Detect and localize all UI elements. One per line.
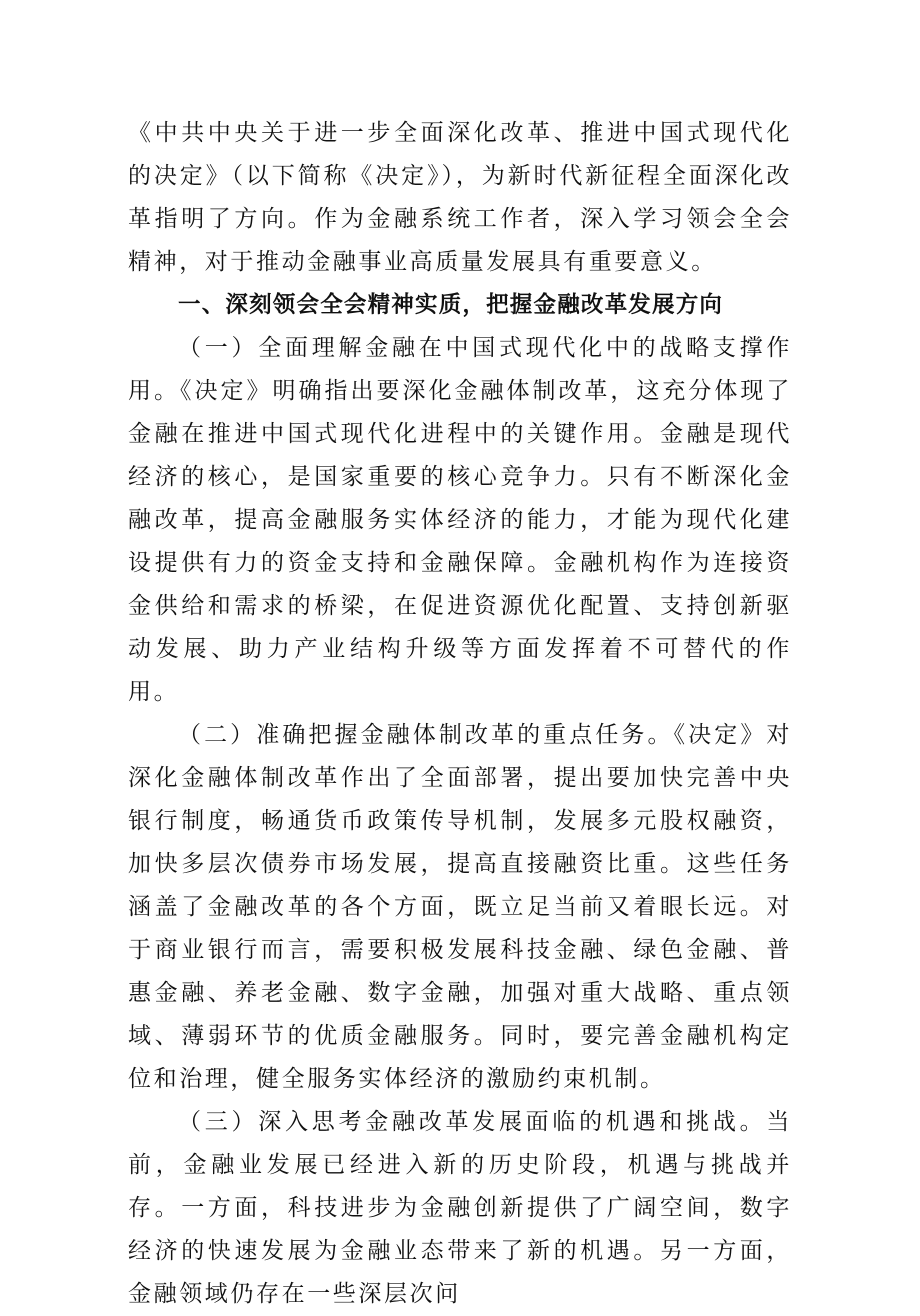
paragraph-3-body: 当前，金融业发展已经进入新的历史阶段，机遇与挑战并存。一方面，科技进步为金融创新提供了广阔空间，数字经济的快速发展为金融业态带来了新的机遇。另一方面，金融领域仍存在一些深层次问: [128, 1109, 792, 1307]
paragraph-2-lead: （二）准确把握金融体制改革的重点任务。: [178, 722, 674, 748]
paragraph-1-body: 《决定》明确指出要深化金融体制改革，这充分体现了金融在推进中国式现代化进程中的关键作用。金融是现代经济的核心，是国家重要的核心竞争力。只有不断深化金融改革，提高金融服务实体经济的能力，才能为现代化建设提供有力的资金支持和金融保障。金融机构作为连接资金供给和需求的桥梁，在促进资源优化配置、支持创新驱动发展、助力产业结构升级等方面发挥着不可替代的作用。: [128, 378, 792, 705]
document-body: [128, 112, 792, 1316]
paragraph-3: [128, 1101, 792, 1316]
paragraph-2-body: 《决定》对深化金融体制改革作出了全面部署，提出要加快完善中央银行制度，畅通货币政策传导机制，发展多元股权融资，加快多层次债券市场发展，提高直接融资比重。这些任务涵盖了金融改革的各个方面，既立足当前又着眼长远。对于商业银行而言，需要积极发展科技金融、绿色金融、普惠金融、养老金融、数字金融，加强对重大战略、重点领域、薄弱环节的优质金融服务。同时，要完善金融机构定位和治理，健全服务实体经济的激励约束机制。: [128, 722, 793, 1092]
paragraph-1-lead: （一）全面理解金融在中国式现代化中的战略支撑作用。: [128, 335, 792, 404]
paragraph-1: [128, 327, 792, 714]
paragraph-2: [128, 714, 792, 1101]
intro-paragraph: 《中共中央关于进一步全面深化改革、推进中国式现代化的决定》（以下简称《决定》），为新时代新征程全面深化改革指明了方向。作为金融系统工作者，深入学习领会全会精神，对于推动金融事业高质量发展具有重要意义。: [128, 120, 792, 275]
paragraph-3-lead: （三）深入思考金融改革发展面临的机遇和挑战。: [178, 1109, 767, 1135]
section-heading: 一、深刻领会全会精神实质，把握金融改革发展方向: [178, 292, 724, 318]
